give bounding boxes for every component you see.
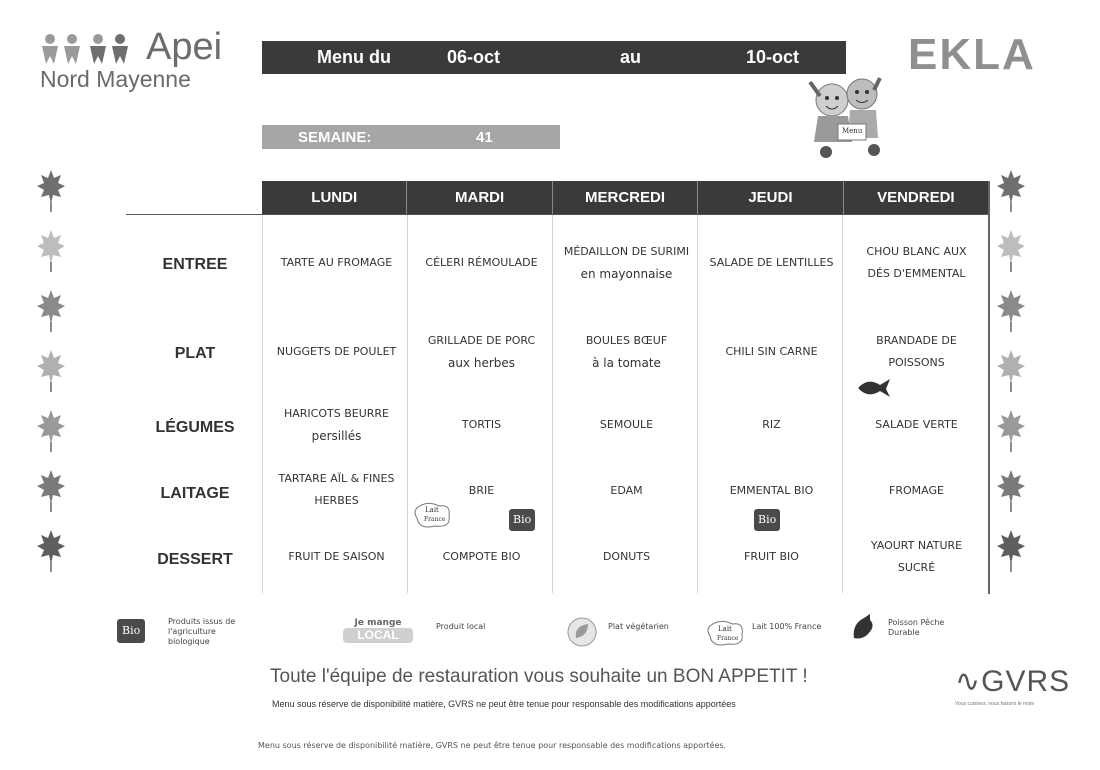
menu-cell: SEMOULE	[599, 418, 654, 431]
maple-leaf-icon	[36, 348, 66, 394]
maple-leaf-icon	[996, 408, 1026, 454]
day-header-row	[262, 181, 988, 215]
menu-cell: NUGGETS DE POULET	[276, 345, 397, 358]
lait-badge-text: Lait	[425, 506, 439, 514]
lait-france-badge-icon	[413, 500, 453, 535]
day-header-vendredi: VENDREDI	[844, 181, 988, 215]
menu-cell: GRILLADE DE PORC aux herbes	[427, 334, 536, 370]
maple-leaf-icon	[996, 348, 1026, 394]
legend-fish-icon	[850, 612, 880, 647]
right-leaf-border	[996, 168, 1032, 588]
row-label-dessert: DESSERT	[157, 551, 233, 568]
menu-cell: RIZ	[762, 418, 781, 431]
menu-cell: MÉDAILLON DE SURIMI en mayonnaise	[563, 245, 690, 281]
ekla-logo: EKLA	[908, 30, 1036, 79]
menu-cell: CHOU BLANC AUX DÉS D'EMMENTAL	[866, 245, 967, 280]
maple-leaf-icon	[36, 528, 66, 574]
legend-local-icon	[340, 618, 416, 643]
apei-logo	[40, 28, 222, 92]
menu-date-banner	[262, 41, 846, 74]
bio-badge-icon	[753, 508, 781, 537]
slogan: Toute l'équipe de restauration vous souhaite un BON APPETIT !	[270, 666, 808, 687]
column-divider	[262, 215, 263, 593]
fish-icon	[856, 377, 892, 404]
maple-leaf-icon	[996, 288, 1026, 334]
date-separator: au	[620, 47, 642, 67]
row-label-plat: PLAT	[174, 345, 216, 362]
gvrs-logo	[955, 664, 1070, 707]
menu-cell: EMMENTAL BIO	[729, 484, 814, 497]
bio-badge-text: Bio	[758, 513, 777, 526]
org-name: Apei	[146, 26, 223, 68]
day-header-mardi: MARDI	[407, 181, 552, 215]
maple-leaf-icon	[36, 468, 66, 514]
week-label: SEMAINE:	[298, 129, 372, 146]
local-badge-top: Je mange	[354, 618, 402, 628]
date-from: 06-oct	[447, 47, 501, 67]
day-header-mercredi: MERCREDI	[553, 181, 698, 215]
menu-cell: HARICOTS BEURRE persillés	[283, 407, 389, 443]
maple-leaf-icon	[36, 228, 66, 274]
apei-figures-icon	[40, 32, 140, 62]
kids-sign-text: Menu	[842, 127, 863, 135]
vegetarian-leaf-icon	[566, 616, 598, 653]
gvrs-swoosh-icon: ∿	[955, 665, 982, 698]
menu-label: Menu du	[317, 47, 391, 67]
disclaimer-note-bottom: Menu sous réserve de disponibilité matière, GVRS ne peut être tenue pour responsable des modifications apportées.	[258, 741, 727, 750]
menu-cell: SALADE DE LENTILLES	[709, 256, 834, 269]
week-number: 41	[476, 129, 493, 146]
week-band	[262, 125, 560, 149]
gvrs-tagline: Vous cuisinez, nous faisons le reste	[955, 701, 1035, 707]
maple-leaf-icon	[36, 408, 66, 454]
menu-cell: COMPOTE BIO	[442, 550, 521, 563]
menu-cell: BOULES BŒUF à la tomate	[585, 334, 668, 370]
menu-cell: TARTE AU FROMAGE	[280, 256, 393, 269]
row-label-entree: ENTREE	[162, 256, 228, 273]
maple-leaf-icon	[996, 168, 1026, 214]
menu-cell: FROMAGE	[889, 484, 944, 497]
maple-leaf-icon	[996, 528, 1026, 574]
gvrs-name: GVRS	[981, 665, 1071, 698]
table-header-rule	[126, 214, 990, 215]
local-badge-bottom: LOCAL	[343, 628, 413, 643]
org-subtitle: Nord Mayenne	[40, 66, 191, 92]
left-leaf-border	[36, 168, 72, 588]
menu-cell: CHILI SIN CARNE	[725, 345, 818, 358]
menu-cell: SALADE VERTE	[875, 418, 958, 431]
kids-mascot-icon	[790, 72, 910, 169]
menu-cell: BRANDADE DE POISSONS	[876, 334, 957, 369]
menu-cell: EDAM	[610, 484, 643, 497]
legend-bio-icon	[116, 618, 146, 649]
menu-cell: TORTIS	[461, 418, 502, 431]
legend-fish-label: Poisson Pêche Durable	[888, 618, 945, 637]
legend-bio-label: Produits issus de l'agriculture biologique	[168, 617, 236, 646]
legend-lait-icon	[706, 618, 746, 653]
maple-leaf-icon	[36, 168, 66, 214]
legend-bio-badge-text: Bio	[122, 624, 141, 637]
menu-cell: CÉLERI RÉMOULADE	[425, 256, 538, 269]
legend-lait-label: Lait 100% France	[752, 622, 822, 631]
lait-badge-subtext: France	[424, 516, 446, 523]
bio-badge-text: Bio	[513, 513, 532, 526]
row-label-legumes: LÉGUMES	[155, 419, 235, 436]
day-header-lundi: LUNDI	[262, 181, 407, 215]
bio-badge-icon	[508, 508, 536, 537]
maple-leaf-icon	[996, 228, 1026, 274]
disclaimer-note: Menu sous réserve de disponibilité matière, GVRS ne peut être tenue pour responsable des modifications apportées	[272, 699, 736, 709]
row-label-laitage: LAITAGE	[160, 485, 230, 502]
maple-leaf-icon	[996, 468, 1026, 514]
maple-leaf-icon	[36, 288, 66, 334]
legend-lait-badge-subtext: France	[717, 635, 739, 642]
date-to: 10-oct	[746, 47, 800, 67]
day-header-jeudi: JEUDI	[698, 181, 843, 215]
menu-cell: TARTARE AÏL & FINES HERBES	[278, 472, 395, 507]
legend-vegetarian-label: Plat végétarien	[608, 622, 669, 631]
menu-cell: DONUTS	[602, 550, 651, 563]
menu-cell: FRUIT BIO	[744, 550, 799, 563]
legend-local-label: Produit local	[436, 622, 486, 631]
legend-lait-badge-text: Lait	[718, 625, 732, 633]
menu-cell: YAOURT NATURE SUCRÉ	[870, 539, 963, 574]
menu-cell: BRIE	[468, 484, 495, 497]
menu-cell: FRUIT DE SAISON	[288, 550, 385, 563]
